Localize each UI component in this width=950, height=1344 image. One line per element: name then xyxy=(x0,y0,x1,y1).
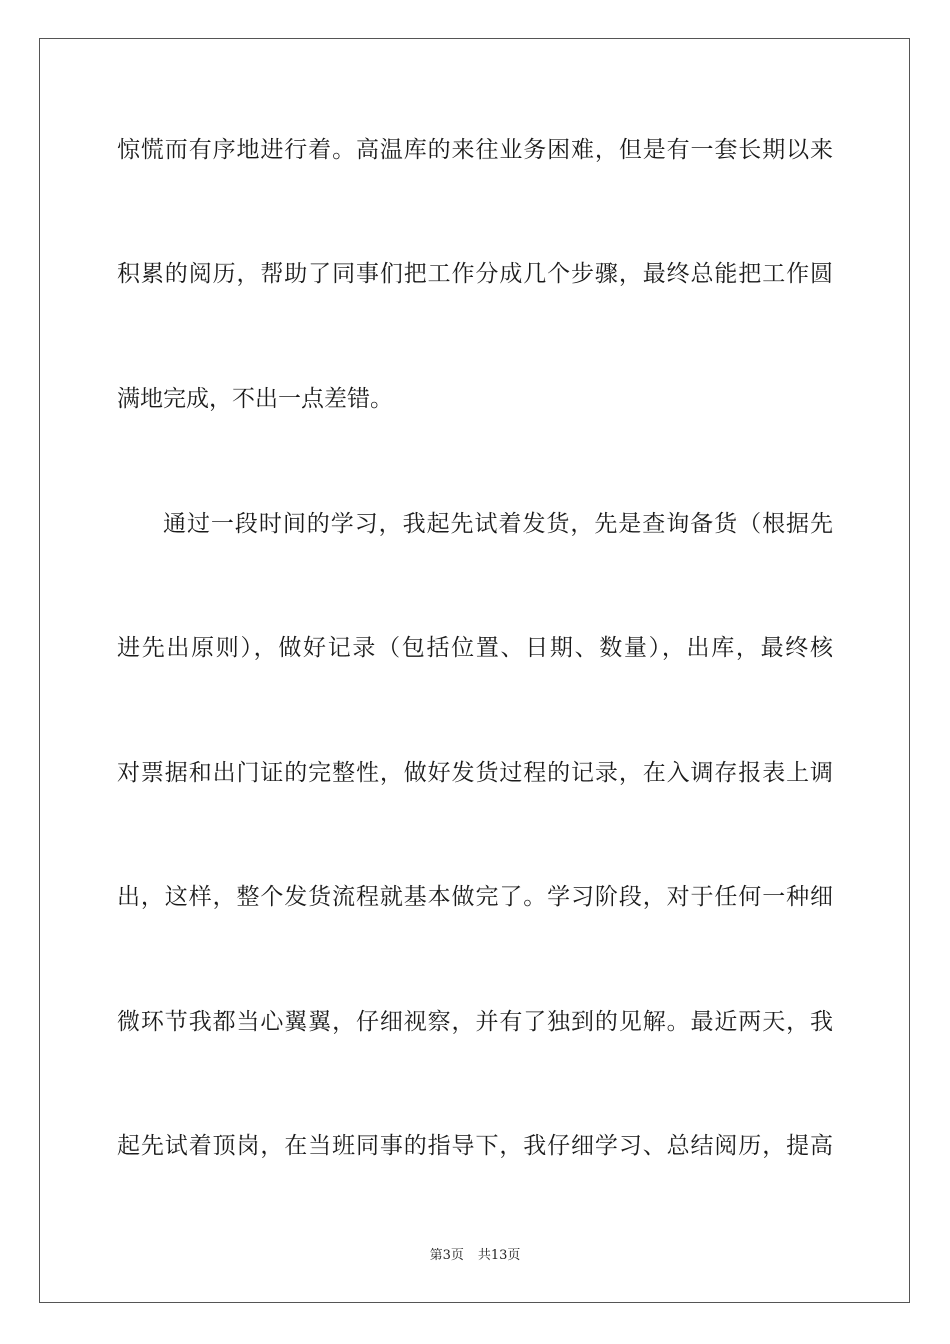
page-number: 第3页 xyxy=(429,1248,464,1263)
text-line: 出，这样，整个发货流程就基本做完了。学习阶段，对于任何一种细 xyxy=(117,884,833,910)
page-footer xyxy=(0,1247,950,1265)
text-line: 满地完成，不出一点差错。 xyxy=(117,386,393,412)
page-frame xyxy=(39,38,910,1303)
paragraph-first-line: 通过一段时间的学习，我起先试着发货，先是查询备货（根据先 xyxy=(163,511,833,537)
text-line: 对票据和出门证的完整性，做好发货过程的记录，在入调存报表上调 xyxy=(117,760,833,786)
text-line: 微环节我都当心翼翼，仔细视察，并有了独到的见解。最近两天，我 xyxy=(117,1009,833,1035)
text-line: 起先试着顶岗，在当班同事的指导下，我仔细学习、总结阅历，提高 xyxy=(117,1133,833,1159)
text-line: 进先出原则），做好记录（包括位置、日期、数量），出库，最终核 xyxy=(117,635,833,661)
text-line: 惊慌而有序地进行着。高温库的来往业务困难，但是有一套长期以来 xyxy=(117,137,833,163)
total-pages: 共13页 xyxy=(477,1248,521,1263)
text-line: 积累的阅历，帮助了同事们把工作分成几个步骤，最终总能把工作圆 xyxy=(117,261,833,287)
